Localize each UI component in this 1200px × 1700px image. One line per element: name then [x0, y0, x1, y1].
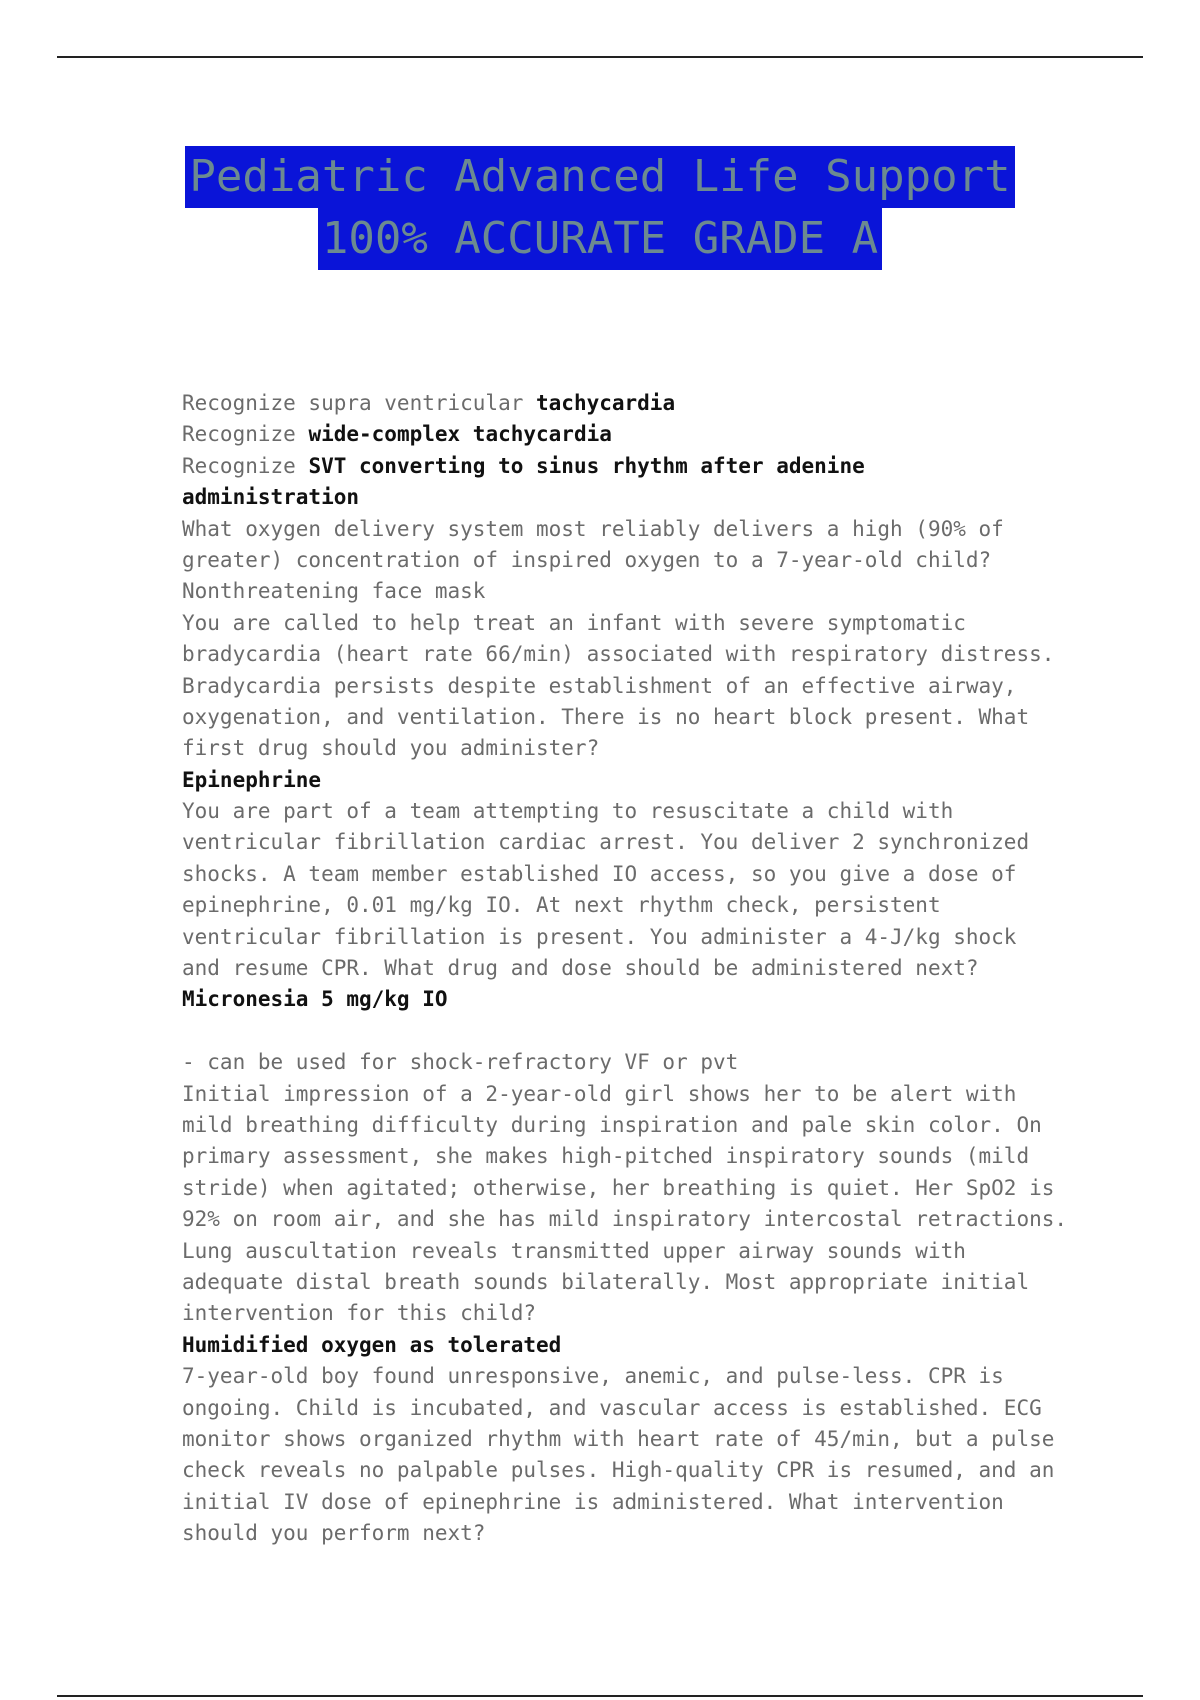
question-line: Initial impression of a 2-year-old girl shows her to be alert with [182, 1081, 1017, 1106]
question-line: oxygenation, and ventilation. There is no heart block present. What [182, 704, 1030, 729]
question-line: bradycardia (heart rate 66/min) associated with respiratory distress. [182, 642, 1055, 667]
bottom-rule [57, 1695, 1143, 1697]
qa-line [182, 419, 1072, 450]
question-line: epinephrine, 0.01 mg/kg IO. At next rhythm check, persistent [182, 893, 941, 918]
question-text: Recognize supra ventricular [182, 391, 537, 415]
question-line: check reveals no palpable pulses. High-quality CPR is resumed, and an [182, 1458, 1055, 1483]
question-line: You are part of a team attempting to resuscitate a child with [182, 799, 954, 824]
question-line: ventricular fibrillation is present. You administer a 4-J/kg shock [182, 924, 1017, 949]
question-line: Lung auscultation reveals transmitted upper airway sounds with [182, 1238, 966, 1263]
question-line: ventricular fibrillation cardiac arrest. You deliver 2 synchronized [182, 830, 1030, 855]
answer-text: wide-complex tachycardia [308, 422, 612, 447]
question-line: initial IV dose of epinephrine is administered. What intervention [182, 1489, 1004, 1514]
question-line: Nonthreatening face mask [182, 579, 486, 604]
question-line: shocks. A team member established IO access, so you give a dose of [182, 861, 1017, 886]
answer-text: SVT converting to sinus rhythm after adenine [308, 453, 865, 478]
question-line: greater) concentration of inspired oxygen to a 7-year-old child? [182, 547, 992, 572]
document-body [182, 388, 1072, 1549]
question-line: You are called to help treat an infant with severe symptomatic [182, 610, 966, 635]
question-line: adequate distal breath sounds bilaterally. Most appropriate initial [182, 1269, 1030, 1294]
question-line: ongoing. Child is incubated, and vascular access is established. ECG [182, 1395, 1042, 1420]
note-line: - can be used for shock-refractory VF or pvt [182, 1050, 739, 1075]
question-line: 7-year-old boy found unresponsive, anemic, and pulse-less. CPR is [182, 1364, 1004, 1389]
answer-line: Humidified oxygen as tolerated [182, 1332, 562, 1357]
question-text: Recognize [182, 422, 309, 447]
answer-text: tachycardia [536, 391, 676, 415]
answer-line: Micronesia 5 mg/kg IO [182, 987, 448, 1012]
question-line: should you perform next? [182, 1521, 486, 1546]
qa-line [182, 388, 1072, 419]
document-title [0, 146, 1200, 270]
question-text: Recognize [182, 453, 309, 478]
question-line: mild breathing difficulty during inspiration and pale skin color. On [182, 1112, 1042, 1137]
answer-line: Epinephrine [182, 767, 322, 792]
title-line-1: Pediatric Advanced Life Support [185, 146, 1014, 208]
question-line: primary assessment, she makes high-pitched inspiratory sounds (mild [182, 1144, 1030, 1169]
question-line: monitor shows organized rhythm with heart rate of 45/min, but a pulse [182, 1426, 1055, 1451]
blank-line [182, 1016, 1072, 1047]
question-line: and resume CPR. What drug and dose should be administered next? [182, 956, 979, 981]
top-rule [57, 56, 1143, 58]
title-line-2: 100% ACCURATE GRADE A [318, 208, 882, 270]
question-line: first drug should you administer? [182, 736, 600, 761]
question-line: Bradycardia persists despite establishment of an effective airway, [182, 673, 1017, 698]
question-line: stride) when agitated; otherwise, her breathing is quiet. Her SpO2 is [182, 1175, 1055, 1200]
answer-line: administration [182, 485, 360, 510]
question-line: What oxygen delivery system most reliably delivers a high (90% of [182, 516, 1004, 541]
question-line: 92% on room air, and she has mild inspiratory intercostal retractions. [182, 1207, 1068, 1232]
qa-line [182, 451, 1072, 482]
question-line: intervention for this child? [182, 1301, 537, 1326]
